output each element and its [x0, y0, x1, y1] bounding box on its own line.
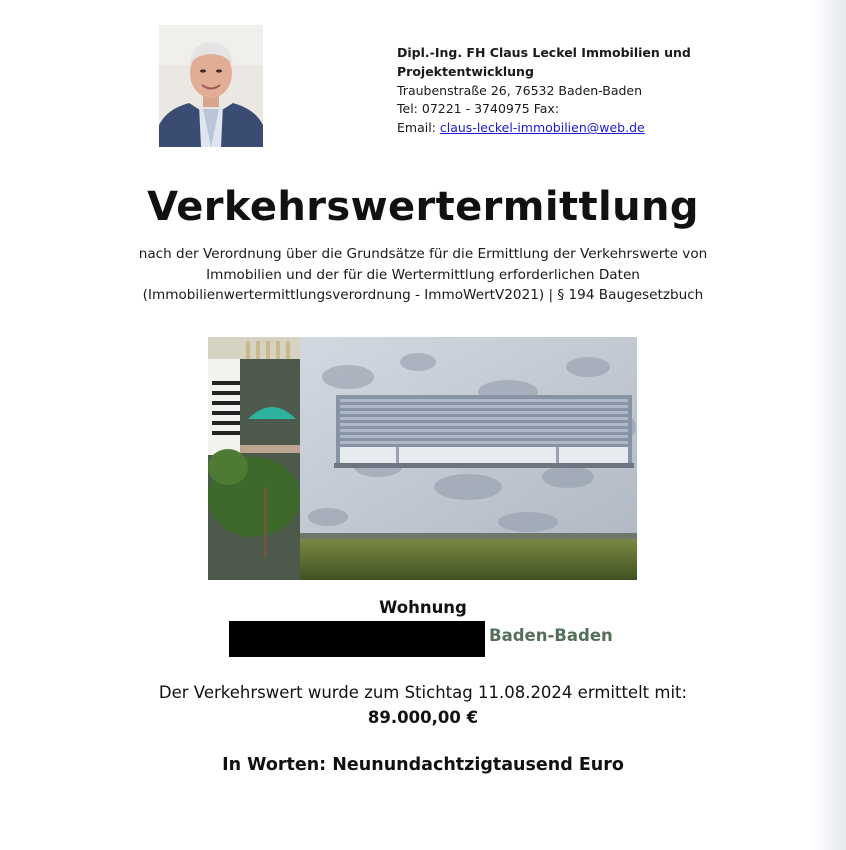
- company-name-line2: Projektentwicklung: [397, 63, 534, 79]
- valuation-in-words: In Worten: Neunundachtzigtausend Euro: [222, 755, 624, 775]
- valuation-amount: 89.000,00 €: [367, 708, 479, 727]
- property-type: Wohnung: [379, 598, 467, 617]
- contact-block: [397, 44, 697, 138]
- subtitle-line-1: nach der Verordnung über die Grundsätze für die Ermittlung der Verkehrswerte von: [138, 246, 708, 262]
- redacted-address: [229, 621, 485, 657]
- property-photo: [208, 337, 637, 580]
- valuation-intro: Der Verkehrswert wurde zum Stichtag 11.08.2024 ermittelt mit:: [158, 683, 688, 702]
- subtitle-line-3: (Immobilienwertermittlungsverordnung - ImmoWertV2021) | § 194 Baugesetzbuch: [142, 287, 704, 304]
- company-phone: Tel: 07221 - 3740975 Fax:: [397, 101, 560, 117]
- email-label: Email:: [397, 120, 440, 136]
- company-email-row: [397, 119, 697, 138]
- property-city: Baden-Baden: [489, 626, 613, 645]
- company-name-line1: Dipl.-Ing. FH Claus Leckel Immobilien und: [397, 45, 691, 60]
- appraiser-portrait: [159, 25, 263, 147]
- email-link[interactable]: claus-leckel-immobilien@web.de: [439, 120, 645, 136]
- document-title: Verkehrswertermittlung: [147, 184, 699, 230]
- document-subtitle: [115, 244, 731, 306]
- subtitle-line-2: Immobilien und der für die Wertermittlung erforderlichen Daten: [206, 266, 640, 283]
- company-address: Traubenstraße 26, 76532 Baden-Baden: [397, 82, 643, 98]
